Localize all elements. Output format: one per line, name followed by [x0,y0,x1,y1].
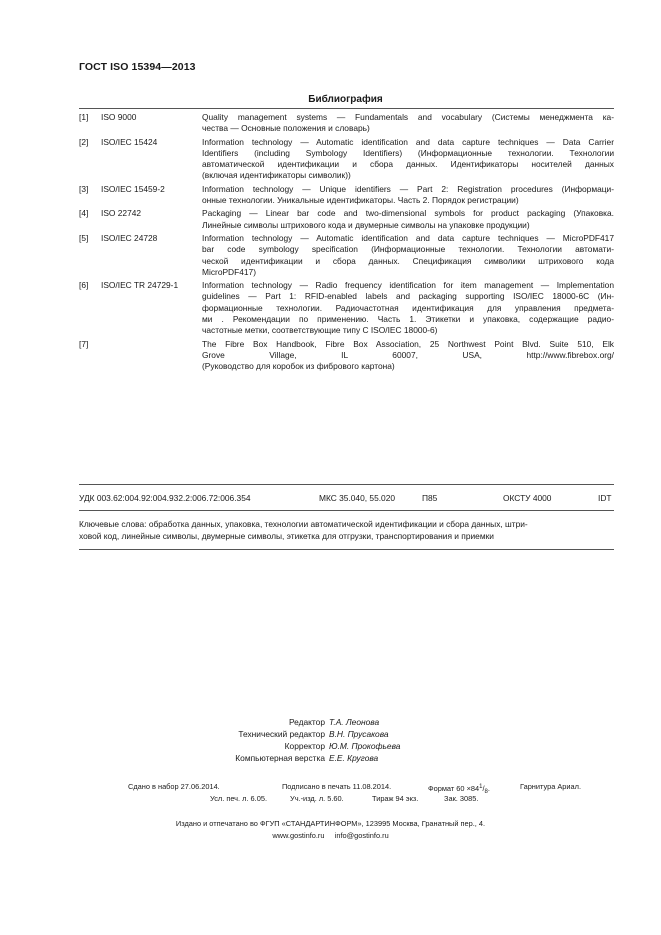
publisher-line-1: Издано и отпечатано во ФГУП «СТАНДАРТИНФОРМ», 123995 Москва, Гранатный пер., 4. [175,819,486,828]
entry-text-line: ми . Рекомендации по применению. Часть 1. Этикетки и упаковка, содержащие радио- [202,314,614,325]
keywords-bottom-rule [79,549,614,550]
bibliography-entry [79,280,614,336]
credit-name: В.Н. Прусакова [329,729,389,739]
entry-text [202,280,614,336]
bibliography-title-text: Библиография [308,94,383,105]
imprint-copies: Тираж 94 экз. [372,794,419,803]
imprint-format: Формат $60 \times 84^1/_8$. [428,784,490,795]
entry-text-line: частотные метки, соответствующие типу С ISO/IEC 18000-6) [202,325,438,336]
credit-row [0,716,661,728]
credit-row [0,752,661,764]
entry-text [202,208,614,231]
entry-text-line: автоматической идентификации и сбора данных. Идентификаторы носителей данных [202,159,614,170]
meta-bottom-rule [79,510,614,511]
entry-number: [6] [79,280,89,291]
credit-name: Т.А. Леонова [329,717,380,727]
entry-text-line: (включая идентификаторы символик)) [202,170,351,181]
mks-code: МКС 35.040, 55.020 [319,493,396,503]
credit-name: Ю.М. Прокофьева [329,741,401,751]
bibliography-entry [79,233,614,278]
entry-text-line: Information technology — Automatic identification and data capture techniques — Data Carrier [202,136,614,147]
entry-number: [2] [79,136,89,147]
entry-text [202,233,614,278]
keywords-line-2: ховой код, линейные символы, двумерные символы, этикетка для отгрузки, транспортирования и приемки [79,531,494,541]
entry-text [202,184,614,207]
entry-text-line: The Fibre Box Handbook, Fibre Box Association, 25 Northwest Point Blvd. Suite 510, Elk [202,338,614,349]
entry-code: ISO/IEC TR 24729-1 [101,280,179,291]
imprint-format-num: 1 [479,784,483,790]
credit-role: Редактор [288,717,325,727]
credit-row [0,740,661,752]
imprint-font: Гарнитура Ариал. [520,782,582,791]
entry-code: ISO/IEC 15424 [101,136,158,147]
entry-text-line: Packaging — Linear bar code and two-dimensional symbols for product packaging (Упаковка. [202,208,614,219]
entry-text-line: Information technology — Radio frequency identification for item management — Implementation [202,280,614,291]
entry-text-line: bar code symbology specification (Информационные технологии. Технологии автомати- [202,244,614,255]
entry-text-line: чества — Основные положения и словарь) [202,123,370,134]
entry-code: ISO/IEC 15459-2 [101,183,165,194]
imprint-row-2 [0,793,661,805]
imprint-edit-sheets: Уч.-изд. л. 5.60. [290,794,344,803]
credit-row [0,728,661,740]
entry-text-line: (Руководство для коробок из фибрового картона) [202,361,395,372]
entry-text-line: Quality management systems — Fundamentals and vocabulary (Системы менеджмента ка- [202,112,614,122]
bibliography-title [0,94,661,105]
entry-text [202,137,614,182]
keywords [79,518,614,542]
meta-top-rule [79,484,614,485]
credit-role: Технический редактор [238,729,325,739]
imprint-row-1 [0,781,661,793]
entry-number: [7] [79,338,89,349]
entry-text-line: онные технологии. Уникальные идентификаторы. Часть 2. Порядок регистрации) [202,195,519,206]
credit-role: Компьютерная верстка [235,753,325,763]
udk-code: УДК 003.62:004.92:004.932.2:006.72:006.354 [79,493,251,503]
entry-number: [3] [79,183,89,194]
entry-text [202,112,614,135]
entry-text-line: ческой идентификации и сбора данных. Спецификация символики штрихового кода [202,255,614,266]
imprint-signed: Подписано в печать 11.08.2014. [282,782,392,791]
entry-code: ISO 22742 [101,208,142,219]
credit-name: Е.Е. Кругова [329,753,379,763]
publisher-line-2: www.gostinfo.ru info@gostinfo.ru [272,831,389,840]
bibliography-entry [79,112,614,135]
entry-text-line: guidelines — Part 1: RFID-enabled labels and packaging supporting ISO/IEC 18000-6C (Ин- [202,291,614,302]
entry-text-line: Information technology — Unique identifiers — Part 2: Registration procedures (Информаци- [202,183,614,194]
idt-code: IDT [598,493,612,503]
okstu-code: ОКСТУ 4000 [503,493,552,503]
p-code: П85 [422,493,438,503]
bibliography-entry [79,137,614,182]
top-rule [79,108,614,109]
entry-number: [1] [79,112,89,122]
bibliography-entry [79,184,614,207]
imprint-format-den: 8 [484,789,488,795]
keywords-line-1: Ключевые слова: обработка данных, упаковка, технологии автоматической идентификации и сбора данных, штри- [79,519,528,529]
classification-row [79,493,614,505]
entry-number: [5] [79,232,89,243]
entry-text-line: Information technology — Automatic identification and data capture techniques — MicroPDF417 [202,232,614,243]
credits [0,716,661,764]
entry-code: ISO 9000 [101,112,137,122]
entry-number: [4] [79,208,89,219]
entry-text-line: Identifiers (including Symbology Identifiers) (Информационные технологии. Технологии [202,147,614,158]
bibliography-entry [79,208,614,231]
bibliography-list [79,112,614,375]
imprint-sent: Сдано в набор 27.06.2014. [128,782,220,791]
entry-text-line: Линейные символы штрихового кода и двумерные символы на упаковке продукции) [202,219,530,230]
entry-code: ISO/IEC 24728 [101,232,158,243]
imprint-print-sheets: Усл. печ. л. 6.05. [210,794,267,803]
entry-text [202,339,614,373]
entry-code [101,339,202,373]
standard-header: ГОСТ ISO 15394—2013 [79,61,196,73]
imprint-format-prefix: Формат 60 ×84 [428,784,480,793]
entry-text-line: Grove Village, IL 60007, USA, http://www.fibrebox.org/ [202,349,614,360]
imprint-order: Зак. 3085. [444,794,479,803]
credit-role: Корректор [284,741,325,751]
entry-text-line: формационные технологии. Радиочастотная идентификация для управления предмета- [202,302,614,313]
print-imprint [0,781,661,805]
entry-text-line: MicroPDF417) [202,266,256,277]
bibliography-entry [79,339,614,373]
publisher-info [0,818,661,842]
